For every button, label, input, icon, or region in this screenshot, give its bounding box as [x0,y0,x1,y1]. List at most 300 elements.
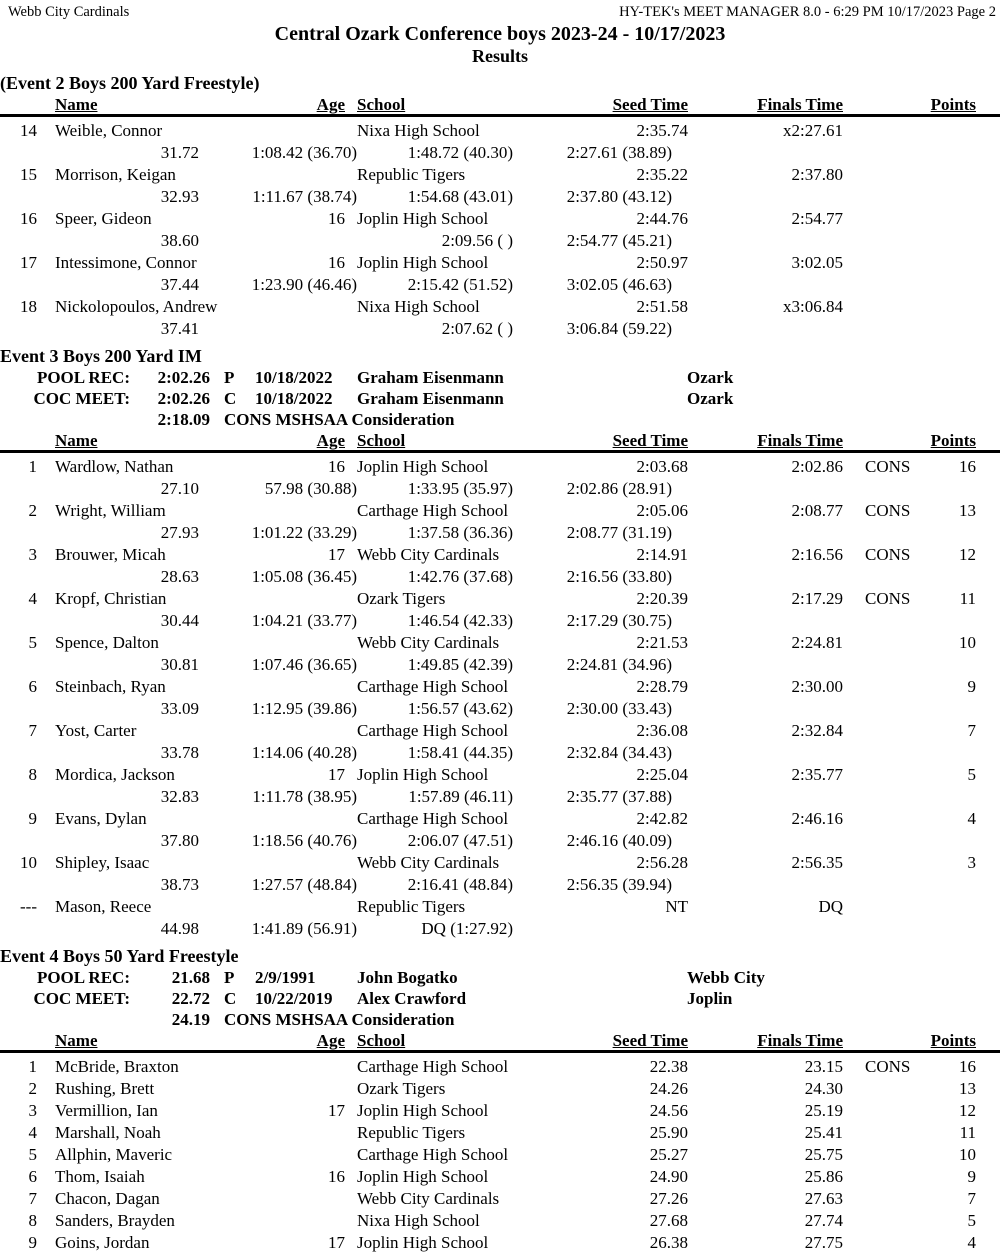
place: 10 [20,853,37,872]
swimmer-school: Carthage High School [357,677,509,696]
record-label: COC MEET: [33,389,130,408]
column-seed-time: Seed Time [612,431,688,450]
swimmer-name: Allphin, Maveric [55,1145,173,1164]
swimmer-school: Carthage High School [357,1057,509,1076]
column-finals-time: Finals Time [757,95,843,114]
split-time: 2:15.42 (51.52) [407,275,513,294]
swimmer-age: 17 [328,1101,345,1120]
swimmer-age: 17 [328,1233,345,1252]
cons-flag [843,1210,930,1232]
record-row [0,967,1000,988]
finals-time: 2:24.81 [791,633,843,652]
cons-flag [843,1166,930,1188]
events-container [0,73,1000,1254]
swimmer-name: Weible, Connor [55,121,163,140]
split-time: 2:37.80 (43.12) [566,187,672,206]
result-row [0,1056,1000,1078]
points: 16 [959,457,976,476]
event-section [0,946,1000,1254]
place: 5 [28,633,37,652]
split-time: 1:57.89 (46.11) [408,787,513,806]
split-time: 1:41.89 (56.91) [251,919,357,938]
consideration-note: CONS MSHSAA Consideration [224,410,455,429]
event-section [0,346,1000,940]
place: 15 [20,165,37,184]
split-time: 1:08.42 (36.70) [251,143,357,162]
seed-time: 2:20.39 [636,589,688,608]
seed-time: 25.27 [649,1145,688,1164]
swimmer-age [305,896,345,918]
swimmer-age [305,1144,345,1166]
swimmer-age [305,1056,345,1078]
swimmer-school: Joplin High School [357,253,489,272]
split-time: 1:04.21 (33.77) [251,611,357,630]
splits-row [0,786,1000,808]
swimmer-age [305,164,345,186]
split-time: 38.60 [160,231,199,250]
header-rule [0,450,1000,453]
record-team: Joplin [687,989,733,1008]
split-time: 1:49.85 (42.39) [407,655,513,674]
points: 4 [967,1233,976,1252]
record-label: POOL REC: [36,368,130,387]
place: 2 [28,1079,37,1098]
swimmer-age: 17 [328,765,345,784]
seed-time: 24.90 [649,1167,688,1186]
seed-time: 2:36.08 [636,721,688,740]
split-time: 37.80 [160,831,199,850]
swimmer-name: Steinbach, Ryan [55,677,166,696]
finals-time: 27.63 [804,1189,843,1208]
split-time: 2:07.62 ( ) [441,319,513,338]
cons-flag [843,208,930,230]
swimmer-name: Evans, Dylan [55,809,147,828]
split-time: 1:33.95 (35.97) [407,479,513,498]
split-time: 2:17.29 (30.75) [566,611,672,630]
swimmer-school: Joplin High School [357,1233,489,1252]
consideration-time: 2:18.09 [157,410,210,429]
points: 10 [959,1145,976,1164]
finals-time: 2:46.16 [791,809,843,828]
result-row [0,500,1000,522]
column-seed-time: Seed Time [612,1031,688,1050]
split-time: 27.10 [160,479,199,498]
swimmer-school: Joplin High School [357,1101,489,1120]
split-time: 44.98 [160,919,199,938]
record-date: 10/18/2022 [255,368,333,387]
seed-time: 27.26 [649,1189,688,1208]
swimmer-school: Joplin High School [357,457,489,476]
split-time [199,230,357,252]
record-row [0,388,1000,409]
points [930,164,976,186]
record-holder: John Bogatko [357,968,458,987]
finals-time: 2:32.84 [791,721,843,740]
cons-flag [843,164,930,186]
points [930,208,976,230]
split-time: 2:27.61 (38.89) [566,143,672,162]
consideration-row [0,1009,1000,1030]
split-time: 2:56.35 (39.94) [566,875,672,894]
splits-row [0,566,1000,588]
swimmer-school: Ozark Tigers [357,1079,446,1098]
split-time: 37.41 [160,319,199,338]
column-rank-spacer [0,431,37,450]
splits-row [0,654,1000,676]
split-time: 1:54.68 (43.01) [407,187,513,206]
record-team: Ozark [687,389,734,408]
split-time: 1:42.76 (37.68) [407,567,513,586]
swimmer-name: Mordica, Jackson [55,765,175,784]
result-row [0,852,1000,874]
split-time: 2:24.81 (34.96) [566,655,672,674]
event-section [0,73,1000,340]
swimmer-school: Webb City Cardinals [357,1189,500,1208]
results-heading: Results [471,46,528,66]
column-school: School [357,95,406,114]
split-time: 1:18.56 (40.76) [251,831,357,850]
page-meta-row [0,4,1000,21]
swimmer-school: Joplin High School [357,209,489,228]
swimmer-name: Rushing, Brett [55,1079,155,1098]
finals-time: 2:54.77 [791,209,843,228]
split-time: 2:32.84 (34.43) [566,743,672,762]
finals-time: 2:35.77 [791,765,843,784]
points: 16 [959,1057,976,1076]
swimmer-age [305,632,345,654]
result-row [0,544,1000,566]
swimmer-school: Republic Tigers [357,1123,466,1142]
record-label: POOL REC: [36,968,130,987]
points [930,296,976,318]
splits-row [0,522,1000,544]
split-time: DQ (1:27.92) [421,919,513,938]
split-time: 3:06.84 (59.22) [566,319,672,338]
place: 4 [28,1123,37,1142]
finals-time: 25.75 [804,1145,843,1164]
finals-time: x3:06.84 [783,297,843,316]
place: 7 [28,721,37,740]
split-time: 1:58.41 (44.35) [407,743,513,762]
split-time: 2:06.07 (47.51) [407,831,513,850]
seed-time: 2:14.91 [636,545,688,564]
splits-row [0,186,1000,208]
swimmer-school: Republic Tigers [357,897,466,916]
swimmer-name: Nickolopoulos, Andrew [55,297,218,316]
cons-flag [843,808,930,830]
swimmer-name: Marshall, Noah [55,1123,161,1142]
split-time [199,318,357,340]
consideration-note: CONS MSHSAA Consideration [224,1010,455,1029]
split-time: 37.44 [160,275,199,294]
finals-time: 27.75 [804,1233,843,1252]
event-title: Event 3 Boys 200 Yard IM [0,346,202,366]
result-row [0,1122,1000,1144]
swimmer-name: Wardlow, Nathan [55,457,174,476]
swimmer-name: Spence, Dalton [55,633,159,652]
swimmer-name: Speer, Gideon [55,209,152,228]
seed-time: 24.26 [649,1079,688,1098]
swimmer-name: Mason, Reece [55,897,152,916]
place: 2 [28,501,37,520]
swimmer-age [305,296,345,318]
points: 13 [959,1079,976,1098]
column-points: Points [930,431,976,450]
split-time: 2:16.41 (48.84) [407,875,513,894]
points: 13 [959,501,976,520]
split-time: 1:11.78 (38.95) [252,787,357,806]
cons-flag [843,720,930,742]
swimmer-age: 17 [328,545,345,564]
cons-flag [843,1144,930,1166]
swimmer-age [305,500,345,522]
column-age: Age [316,431,345,450]
points: 9 [967,1167,976,1186]
split-time: 31.72 [160,143,199,162]
swimmer-age [305,1122,345,1144]
result-row [0,1144,1000,1166]
cons-flag [843,1100,930,1122]
event-records [0,967,1000,1030]
swimmer-age: 16 [328,1167,345,1186]
result-row [0,588,1000,610]
finals-time: 25.19 [804,1101,843,1120]
record-holder: Graham Eisenmann [357,368,504,387]
swimmer-name: Kropf, Christian [55,589,167,608]
column-seed-time: Seed Time [612,95,688,114]
swimmer-school: Joplin High School [357,1167,489,1186]
place: 9 [28,809,37,828]
splits-row [0,918,1000,940]
record-label: COC MEET: [33,989,130,1008]
swimmer-school: Ozark Tigers [357,589,446,608]
points: 12 [959,1101,976,1120]
column-finals-time: Finals Time [757,1031,843,1050]
cons-flag [843,1188,930,1210]
points: 11 [959,589,976,608]
swimmer-age [305,676,345,698]
record-time: 22.72 [171,989,210,1008]
seed-time: 2:21.53 [636,633,688,652]
finals-time: 2:16.56 [791,545,843,564]
column-age: Age [316,1031,345,1050]
header-rule [0,114,1000,117]
swimmer-name: Wright, William [55,501,166,520]
split-time: 3:02.05 (46.63) [566,275,672,294]
swimmer-school: Carthage High School [357,1145,509,1164]
finals-time: x2:27.61 [783,121,843,140]
event-rows [0,456,1000,940]
place: --- [20,897,37,916]
column-header-row [0,431,1000,450]
place: 4 [28,589,37,608]
consideration-spacer [0,409,130,430]
record-time: 21.68 [171,968,210,987]
result-row [0,1232,1000,1254]
cons-flag: CONS [865,457,911,476]
swimmer-name: Sanders, Brayden [55,1211,175,1230]
points: 4 [967,809,976,828]
place: 3 [28,545,37,564]
seed-time: NT [665,897,688,916]
place: 17 [20,253,37,272]
finals-time: DQ [818,897,843,916]
column-rank-spacer [0,1031,37,1050]
column-finals-time: Finals Time [757,431,843,450]
finals-time: 2:17.29 [791,589,843,608]
place: 6 [28,1167,37,1186]
record-flag: P [224,368,235,387]
consideration-time: 24.19 [171,1010,210,1029]
record-flag: C [224,989,237,1008]
split-time: 2:09.56 ( ) [441,231,513,250]
seed-time: 2:05.06 [636,501,688,520]
split-time: 2:16.56 (33.80) [566,567,672,586]
split-time: 1:56.57 (43.62) [407,699,513,718]
swimmer-age [305,1210,345,1232]
splits-row [0,742,1000,764]
swimmer-age [305,1078,345,1100]
points: 11 [959,1123,976,1142]
cons-flag [843,676,930,698]
seed-time: 2:25.04 [636,765,688,784]
seed-time: 2:44.76 [636,209,688,228]
seed-time: 26.38 [649,1233,688,1252]
cons-flag [843,852,930,874]
place: 1 [28,457,37,476]
points: 3 [967,853,976,872]
split-time: 57.98 (30.88) [264,479,357,498]
software-banner: HY-TEK's MEET MANAGER 8.0 - 6:29 PM 10/17/2023 Page 2 [619,4,996,20]
swimmer-name: Chacon, Dagan [55,1189,160,1208]
points: 5 [967,1211,976,1230]
record-date: 2/9/1991 [255,968,316,987]
split-time: 1:14.06 (40.28) [251,743,357,762]
consideration-row [0,409,1000,430]
seed-time: 27.68 [649,1211,688,1230]
split-time: 2:02.86 (28.91) [566,479,672,498]
splits-row [0,478,1000,500]
swimmer-school: Joplin High School [357,765,489,784]
split-time: 1:46.54 (42.33) [407,611,513,630]
result-row [0,252,1000,274]
split-time: 33.09 [160,699,199,718]
cons-flag [843,252,930,274]
split-time: 33.78 [160,743,199,762]
splits-row [0,318,1000,340]
swimmer-name: Morrison, Keigan [55,165,176,184]
column-name: Name [55,95,98,114]
record-holder: Alex Crawford [357,989,467,1008]
place: 7 [28,1189,37,1208]
seed-time: 2:28.79 [636,677,688,696]
place: 1 [28,1057,37,1076]
swimmer-school: Nixa High School [357,121,480,140]
split-time: 1:37.58 (36.36) [407,523,513,542]
record-holder: Graham Eisenmann [357,389,504,408]
split-time: 38.73 [160,875,199,894]
result-row [0,296,1000,318]
result-row [0,896,1000,918]
splits-row [0,274,1000,296]
swimmer-school: Republic Tigers [357,165,466,184]
result-row [0,1210,1000,1232]
swimmer-age [305,588,345,610]
event-title: (Event 2 Boys 200 Yard Freestyle) [0,73,260,93]
record-time: 2:02.26 [157,368,210,387]
points [930,896,976,918]
split-time: 1:11.67 (38.74) [252,187,357,206]
meet-title: Central Ozark Conference boys 2023-24 - 10/17/2023 [274,23,726,45]
result-row [0,808,1000,830]
finals-time: 25.41 [804,1123,843,1142]
split-time: 30.44 [160,611,199,630]
result-row [0,632,1000,654]
seed-time: 2:51.58 [636,297,688,316]
result-row [0,720,1000,742]
finals-time: 2:37.80 [791,165,843,184]
points [930,252,976,274]
swimmer-age: 16 [328,209,345,228]
swimmer-school: Carthage High School [357,501,509,520]
swimmer-name: Yost, Carter [55,721,137,740]
finals-time: 2:56.35 [791,853,843,872]
finals-time: 25.86 [804,1167,843,1186]
record-team: Webb City [687,968,765,987]
split-time: 1:27.57 (48.84) [251,875,357,894]
event-rows [0,1056,1000,1254]
split-time [513,918,672,940]
splits-row [0,230,1000,252]
place: 8 [28,765,37,784]
splits-row [0,698,1000,720]
swimmer-name: Vermillion, Ian [55,1101,158,1120]
swimmer-age: 16 [328,457,345,476]
points [930,120,976,142]
column-rank-spacer [0,95,37,114]
seed-time: 25.90 [649,1123,688,1142]
points: 10 [959,633,976,652]
record-row [0,988,1000,1009]
column-points: Points [930,1031,976,1050]
swimmer-name: Shipley, Isaac [55,853,150,872]
record-time: 2:02.26 [157,389,210,408]
place: 3 [28,1101,37,1120]
seed-time: 24.56 [649,1101,688,1120]
split-time: 27.93 [160,523,199,542]
points: 5 [967,765,976,784]
seed-time: 2:56.28 [636,853,688,872]
swimmer-name: Brouwer, Micah [55,545,166,564]
split-time: 2:54.77 (45.21) [566,231,672,250]
split-time: 1:48.72 (40.30) [407,143,513,162]
swimmer-age [305,852,345,874]
result-row [0,1188,1000,1210]
splits-row [0,874,1000,896]
result-row [0,1166,1000,1188]
swimmer-school: Carthage High School [357,721,509,740]
swimmer-age: 16 [328,253,345,272]
points: 7 [967,721,976,740]
place: 6 [28,677,37,696]
result-row [0,208,1000,230]
place: 18 [20,297,37,316]
cons-flag [843,1122,930,1144]
place: 16 [20,209,37,228]
column-name: Name [55,431,98,450]
split-time: 1:12.95 (39.86) [251,699,357,718]
column-name: Name [55,1031,98,1050]
